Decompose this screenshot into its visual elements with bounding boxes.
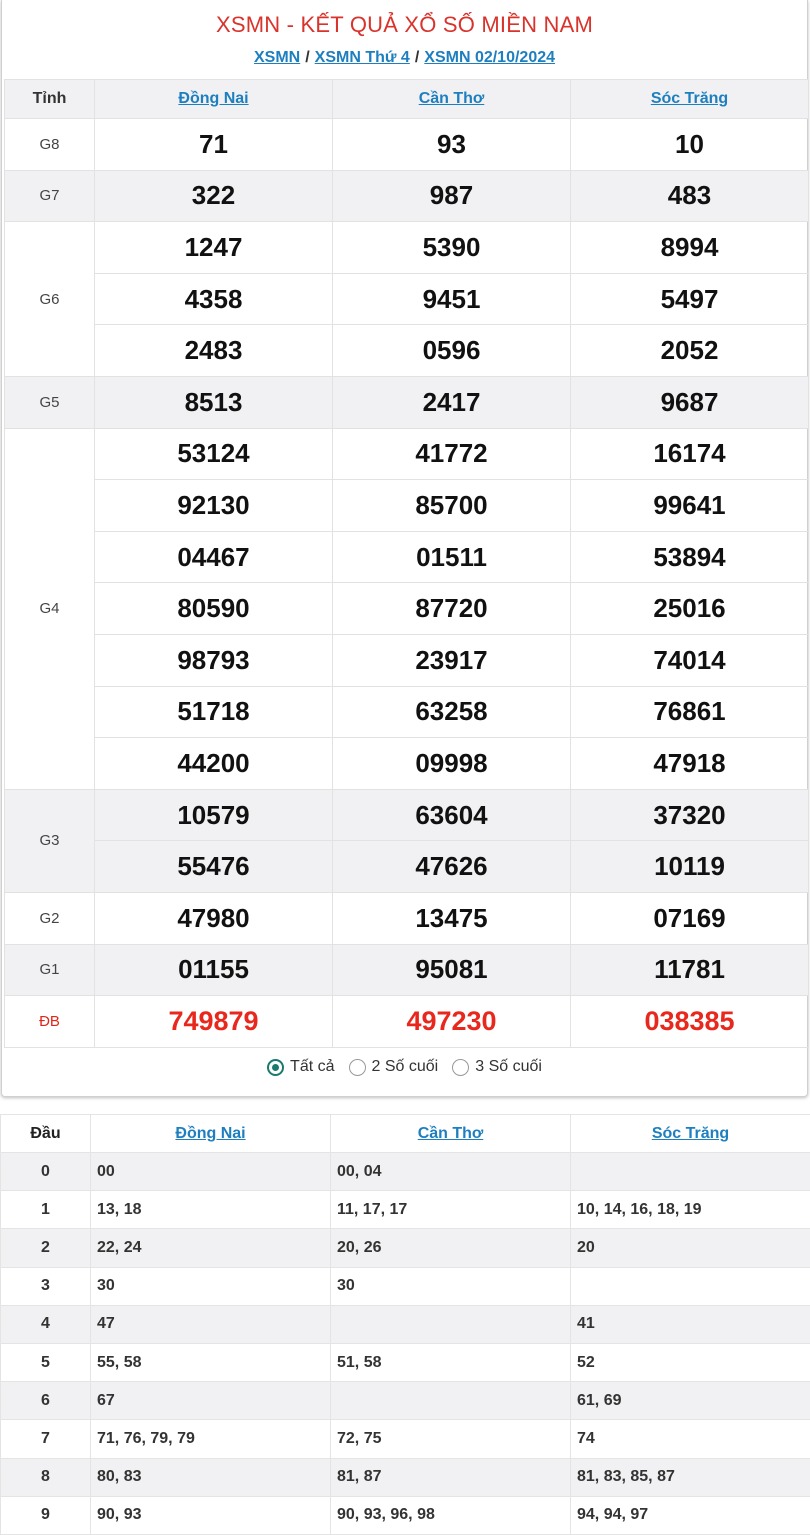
- tail-digits-cell: 10, 14, 16, 18, 19: [571, 1191, 810, 1229]
- prize-number: 07169: [571, 892, 809, 944]
- tail-digits-cell: [331, 1305, 571, 1343]
- tail-digits-cell: 74: [571, 1420, 810, 1458]
- head-digit: 6: [1, 1382, 91, 1420]
- head-digit: 8: [1, 1458, 91, 1496]
- table-row: [1, 1382, 810, 1420]
- prize-number: 85700: [333, 480, 571, 532]
- radio-icon[interactable]: [452, 1059, 469, 1076]
- prize-number: 87720: [333, 583, 571, 635]
- head-digit: 4: [1, 1305, 91, 1343]
- column-header-tinh: Tỉnh: [5, 80, 95, 119]
- prize-number: 71: [95, 119, 333, 171]
- radio-icon[interactable]: [349, 1059, 366, 1076]
- prize-number: 47980: [95, 892, 333, 944]
- head-digit: 1: [1, 1191, 91, 1229]
- prize-number: 23917: [333, 634, 571, 686]
- prize-row: [5, 531, 809, 583]
- prize-label: G3: [5, 789, 95, 892]
- prize-number: 53124: [95, 428, 333, 480]
- prize-number: 13475: [333, 892, 571, 944]
- prize-number: 37320: [571, 789, 809, 841]
- tail-digits-cell: 20, 26: [331, 1229, 571, 1267]
- prize-label: G1: [5, 944, 95, 996]
- tail-digits-cell: 13, 18: [91, 1191, 331, 1229]
- prize-number: 76861: [571, 686, 809, 738]
- breadcrumb-separator: /: [305, 49, 309, 66]
- prize-number: 9451: [333, 273, 571, 325]
- prize-number: 44200: [95, 738, 333, 790]
- prize-row: [5, 892, 809, 944]
- prize-number: 01155: [95, 944, 333, 996]
- prize-number: 16174: [571, 428, 809, 480]
- breadcrumb-xsmn-date[interactable]: XSMN 02/10/2024: [424, 49, 555, 66]
- table-row: [1, 1153, 810, 1191]
- prize-number: 10579: [95, 789, 333, 841]
- page-title: XSMN - KẾT QUẢ XỔ SỐ MIỀN NAM: [2, 12, 807, 38]
- prize-row: [5, 944, 809, 996]
- head-digit: 9: [1, 1496, 91, 1534]
- filter-option-2-digits[interactable]: [349, 1058, 439, 1076]
- prize-row: [5, 841, 809, 893]
- radio-selected-icon[interactable]: [267, 1059, 284, 1076]
- prize-label: ĐB: [5, 996, 95, 1048]
- tail-digits-cell: 94, 94, 97: [571, 1496, 810, 1534]
- tail-digits-cell: 11, 17, 17: [331, 1191, 571, 1229]
- province-link-soc-trang[interactable]: Sóc Trăng: [652, 1125, 729, 1142]
- prize-number: 41772: [333, 428, 571, 480]
- table-row: [1, 1420, 810, 1458]
- filter-option-all[interactable]: [267, 1058, 334, 1076]
- tail-digits-cell: 00: [91, 1153, 331, 1191]
- special-prize-number: 497230: [333, 996, 571, 1048]
- table-row: [1, 1343, 810, 1381]
- filter-option-3-digits[interactable]: [452, 1058, 542, 1076]
- prize-label: G7: [5, 170, 95, 222]
- prize-number: 4358: [95, 273, 333, 325]
- filter-label: 3 Số cuối: [475, 1058, 542, 1076]
- prize-number: 9687: [571, 376, 809, 428]
- table-row: [1, 1305, 810, 1343]
- prize-number: 1247: [95, 222, 333, 274]
- prize-label: G2: [5, 892, 95, 944]
- prize-number: 483: [571, 170, 809, 222]
- table-row: [1, 1229, 810, 1267]
- tail-digits-cell: [571, 1153, 810, 1191]
- prize-number: 63258: [333, 686, 571, 738]
- column-header-province: [333, 80, 571, 119]
- tail-digits-cell: 22, 24: [91, 1229, 331, 1267]
- prize-label: G4: [5, 428, 95, 789]
- province-link-soc-trang[interactable]: Sóc Trăng: [651, 90, 728, 107]
- prize-number: 2417: [333, 376, 571, 428]
- tail-digits-cell: 81, 83, 85, 87: [571, 1458, 810, 1496]
- tail-digits-cell: [571, 1267, 810, 1305]
- tail-digits-cell: 90, 93, 96, 98: [331, 1496, 571, 1534]
- prize-number: 04467: [95, 531, 333, 583]
- prize-number: 25016: [571, 583, 809, 635]
- province-link-can-tho[interactable]: Cần Thơ: [419, 90, 485, 107]
- prize-number: 99641: [571, 480, 809, 532]
- column-header-province: [571, 80, 809, 119]
- tail-digits-cell: 00, 04: [331, 1153, 571, 1191]
- prize-number: 8994: [571, 222, 809, 274]
- prize-number: 2483: [95, 325, 333, 377]
- prize-label: G8: [5, 119, 95, 171]
- head-digit: 3: [1, 1267, 91, 1305]
- prize-row: [5, 376, 809, 428]
- breadcrumb: [2, 49, 807, 67]
- prize-row: [5, 686, 809, 738]
- table-row: [1, 1458, 810, 1496]
- table-row: [1, 1496, 810, 1534]
- tail-digits-cell: 51, 58: [331, 1343, 571, 1381]
- tail-digits-cell: 72, 75: [331, 1420, 571, 1458]
- prize-number: 5497: [571, 273, 809, 325]
- prize-row: [5, 119, 809, 171]
- prize-row: [5, 996, 809, 1048]
- head-digit: 2: [1, 1229, 91, 1267]
- digit-filter: [2, 1058, 807, 1076]
- prize-label: G5: [5, 376, 95, 428]
- tail-digits-cell: 30: [91, 1267, 331, 1305]
- prize-row: [5, 222, 809, 274]
- prize-row: [5, 325, 809, 377]
- prize-number: 11781: [571, 944, 809, 996]
- table-row: [1, 1191, 810, 1229]
- tail-digits-cell: 71, 76, 79, 79: [91, 1420, 331, 1458]
- prize-row: [5, 170, 809, 222]
- prize-number: 10119: [571, 841, 809, 893]
- prize-number: 98793: [95, 634, 333, 686]
- tail-digits-cell: 47: [91, 1305, 331, 1343]
- column-header-province: [95, 80, 333, 119]
- prize-number: 93: [333, 119, 571, 171]
- prize-number: 51718: [95, 686, 333, 738]
- tail-digits-cell: 81, 87: [331, 1458, 571, 1496]
- column-header-province: [91, 1115, 331, 1153]
- tail-digits-cell: [331, 1382, 571, 1420]
- prize-number: 47918: [571, 738, 809, 790]
- breadcrumb-xsmn-thu4[interactable]: XSMN Thứ 4: [315, 49, 410, 66]
- tail-digits-cell: 67: [91, 1382, 331, 1420]
- prize-row: [5, 273, 809, 325]
- prize-row: [5, 480, 809, 532]
- column-header-dau: Đầu: [1, 1115, 91, 1153]
- tail-digits-cell: 52: [571, 1343, 810, 1381]
- table-row: [1, 1267, 810, 1305]
- prize-number: 80590: [95, 583, 333, 635]
- prize-number: 09998: [333, 738, 571, 790]
- prize-number: 2052: [571, 325, 809, 377]
- prize-row: [5, 738, 809, 790]
- province-link-can-tho[interactable]: Cần Thơ: [418, 1125, 484, 1142]
- prize-number: 53894: [571, 531, 809, 583]
- tail-digits-cell: 55, 58: [91, 1343, 331, 1381]
- head-digit: 5: [1, 1343, 91, 1381]
- prize-number: 5390: [333, 222, 571, 274]
- column-header-province: [331, 1115, 571, 1153]
- tail-digits-cell: 61, 69: [571, 1382, 810, 1420]
- prize-number: 01511: [333, 531, 571, 583]
- province-link-dong-nai[interactable]: Đồng Nai: [178, 90, 248, 107]
- tail-digits-cell: 41: [571, 1305, 810, 1343]
- results-table: [4, 79, 809, 1048]
- prize-number: 74014: [571, 634, 809, 686]
- province-link-dong-nai[interactable]: Đồng Nai: [175, 1125, 245, 1142]
- filter-label: 2 Số cuối: [372, 1058, 439, 1076]
- special-prize-number: 038385: [571, 996, 809, 1048]
- prize-row: [5, 428, 809, 480]
- prize-number: 47626: [333, 841, 571, 893]
- results-card: [1, 0, 808, 1097]
- prize-row: [5, 583, 809, 635]
- prize-number: 55476: [95, 841, 333, 893]
- special-prize-number: 749879: [95, 996, 333, 1048]
- tail-digits-cell: 90, 93: [91, 1496, 331, 1534]
- prize-number: 92130: [95, 480, 333, 532]
- head-digit: 7: [1, 1420, 91, 1458]
- tail-digits-cell: 30: [331, 1267, 571, 1305]
- prize-label: G6: [5, 222, 95, 377]
- tail-digits-cell: 80, 83: [91, 1458, 331, 1496]
- prize-number: 95081: [333, 944, 571, 996]
- prize-number: 987: [333, 170, 571, 222]
- prize-number: 63604: [333, 789, 571, 841]
- tail-digits-cell: 20: [571, 1229, 810, 1267]
- filter-label: Tất cả: [290, 1058, 334, 1076]
- breadcrumb-separator: /: [415, 49, 419, 66]
- prize-number: 0596: [333, 325, 571, 377]
- prize-row: [5, 789, 809, 841]
- head-digit: 0: [1, 1153, 91, 1191]
- prize-number: 10: [571, 119, 809, 171]
- head-digit-table: [0, 1114, 810, 1535]
- prize-number: 8513: [95, 376, 333, 428]
- prize-number: 322: [95, 170, 333, 222]
- column-header-province: [571, 1115, 810, 1153]
- prize-row: [5, 634, 809, 686]
- breadcrumb-xsmn[interactable]: XSMN: [254, 49, 300, 66]
